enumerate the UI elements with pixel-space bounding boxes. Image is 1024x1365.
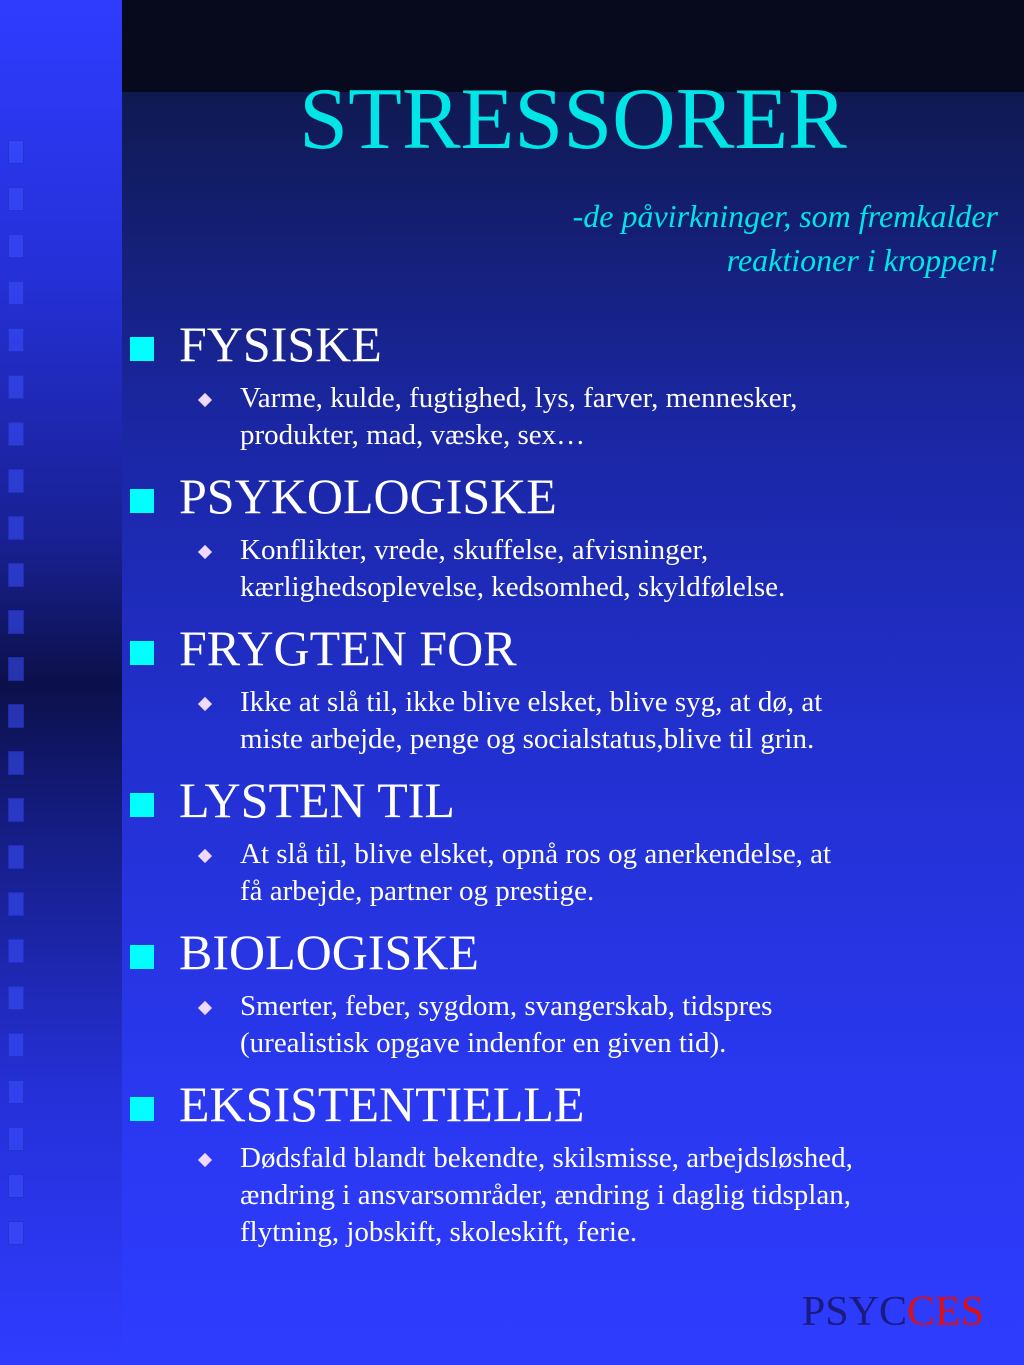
item-heading xyxy=(130,1072,990,1144)
decor-square xyxy=(8,704,24,728)
decorative-squares xyxy=(8,140,26,1268)
decor-square xyxy=(8,281,24,305)
square-bullet-icon xyxy=(130,793,154,817)
list-item-frygten-for xyxy=(130,616,990,768)
decor-square xyxy=(8,234,24,258)
item-heading xyxy=(130,312,990,384)
item-heading xyxy=(130,616,990,688)
decor-square xyxy=(8,469,24,493)
list-item-biologiske xyxy=(130,920,990,1072)
item-label: LYSTEN TIL xyxy=(179,772,455,828)
item-description xyxy=(130,836,990,910)
list-item-fysiske xyxy=(130,312,990,464)
decor-square xyxy=(8,375,24,399)
square-bullet-icon xyxy=(130,945,154,969)
square-bullet-icon xyxy=(130,641,154,665)
item-description xyxy=(130,684,990,758)
description-line: miste arbejde, penge og socialstatus,blive til grin. xyxy=(240,723,815,755)
decor-square xyxy=(8,1033,24,1057)
logo-text-part1: PSYC xyxy=(801,1289,907,1335)
diamond-bullet-icon xyxy=(198,1153,212,1167)
decor-square xyxy=(8,657,24,681)
description-line: Dødsfald blandt bekendte, skilsmisse, arbejdsløshed, xyxy=(240,1142,853,1174)
decor-square xyxy=(8,140,24,164)
item-heading xyxy=(130,464,990,536)
diamond-bullet-icon xyxy=(198,393,212,407)
psycces-logo xyxy=(802,1287,984,1337)
subtitle-line: reaktioner i kroppen! xyxy=(726,242,998,278)
square-bullet-icon xyxy=(130,337,154,361)
description-line: At slå til, blive elsket, opnå ros og anerkendelse, at xyxy=(240,838,832,870)
decor-square xyxy=(8,516,24,540)
description-line: Varme, kulde, fugtighed, lys, farver, mennesker, xyxy=(240,382,798,414)
description-line: ændring i ansvarsområder, ændring i daglig tidsplan, xyxy=(240,1179,851,1211)
stressor-list xyxy=(130,312,990,1251)
description-line: Konflikter, vrede, skuffelse, afvisninger, xyxy=(240,534,709,566)
item-description xyxy=(130,988,990,1062)
slide-subtitle xyxy=(298,194,998,282)
decor-square xyxy=(8,798,24,822)
subtitle-line: -de påvirkninger, som fremkalder xyxy=(572,198,998,234)
diamond-bullet-icon xyxy=(198,1001,212,1015)
decor-square xyxy=(8,328,24,352)
decor-square xyxy=(8,845,24,869)
description-line: (urealistisk opgave indenfor en given tid). xyxy=(240,1027,727,1059)
list-item-eksistentielle xyxy=(130,1072,990,1251)
item-label: PSYKOLOGISKE xyxy=(179,468,557,524)
diamond-bullet-icon xyxy=(198,545,212,559)
list-item-psykologiske xyxy=(130,464,990,616)
decor-square xyxy=(8,1221,24,1245)
description-line: produkter, mad, væske, sex… xyxy=(240,419,586,451)
item-label: FRYGTEN FOR xyxy=(179,620,517,676)
decor-square xyxy=(8,1080,24,1104)
decor-square xyxy=(8,187,24,211)
item-heading xyxy=(130,920,990,992)
item-label: BIOLOGISKE xyxy=(179,924,479,980)
decor-square xyxy=(8,939,24,963)
list-item-lysten-til xyxy=(130,768,990,920)
decor-square xyxy=(8,1174,24,1198)
description-line: flytning, jobskift, skoleskift, ferie. xyxy=(240,1216,638,1248)
decor-square xyxy=(8,751,24,775)
square-bullet-icon xyxy=(130,489,154,513)
decor-square xyxy=(8,422,24,446)
diamond-bullet-icon xyxy=(198,697,212,711)
decor-square xyxy=(8,986,24,1010)
item-heading xyxy=(130,768,990,840)
description-line: Smerter, feber, sygdom, svangerskab, tidspres xyxy=(240,990,773,1022)
diamond-bullet-icon xyxy=(198,849,212,863)
description-line: få arbejde, partner og prestige. xyxy=(240,875,595,907)
decor-square xyxy=(8,1127,24,1151)
item-description xyxy=(130,532,990,606)
description-line: kærlighedsoplevelse, kedsomhed, skyldfølelse. xyxy=(240,571,786,603)
square-bullet-icon xyxy=(130,1097,154,1121)
description-line: Ikke at slå til, ikke blive elsket, blive syg, at dø, at xyxy=(240,686,823,718)
slide-title: STRESSORER xyxy=(299,71,847,168)
decor-square xyxy=(8,892,24,916)
item-label: EKSISTENTIELLE xyxy=(179,1076,585,1132)
logo-text-part2: CES xyxy=(906,1289,984,1335)
left-decorative-strip xyxy=(0,0,122,1365)
decor-square xyxy=(8,610,24,634)
item-description xyxy=(130,1140,990,1251)
item-label: FYSISKE xyxy=(179,316,382,372)
decor-square xyxy=(8,563,24,587)
item-description xyxy=(130,380,990,454)
